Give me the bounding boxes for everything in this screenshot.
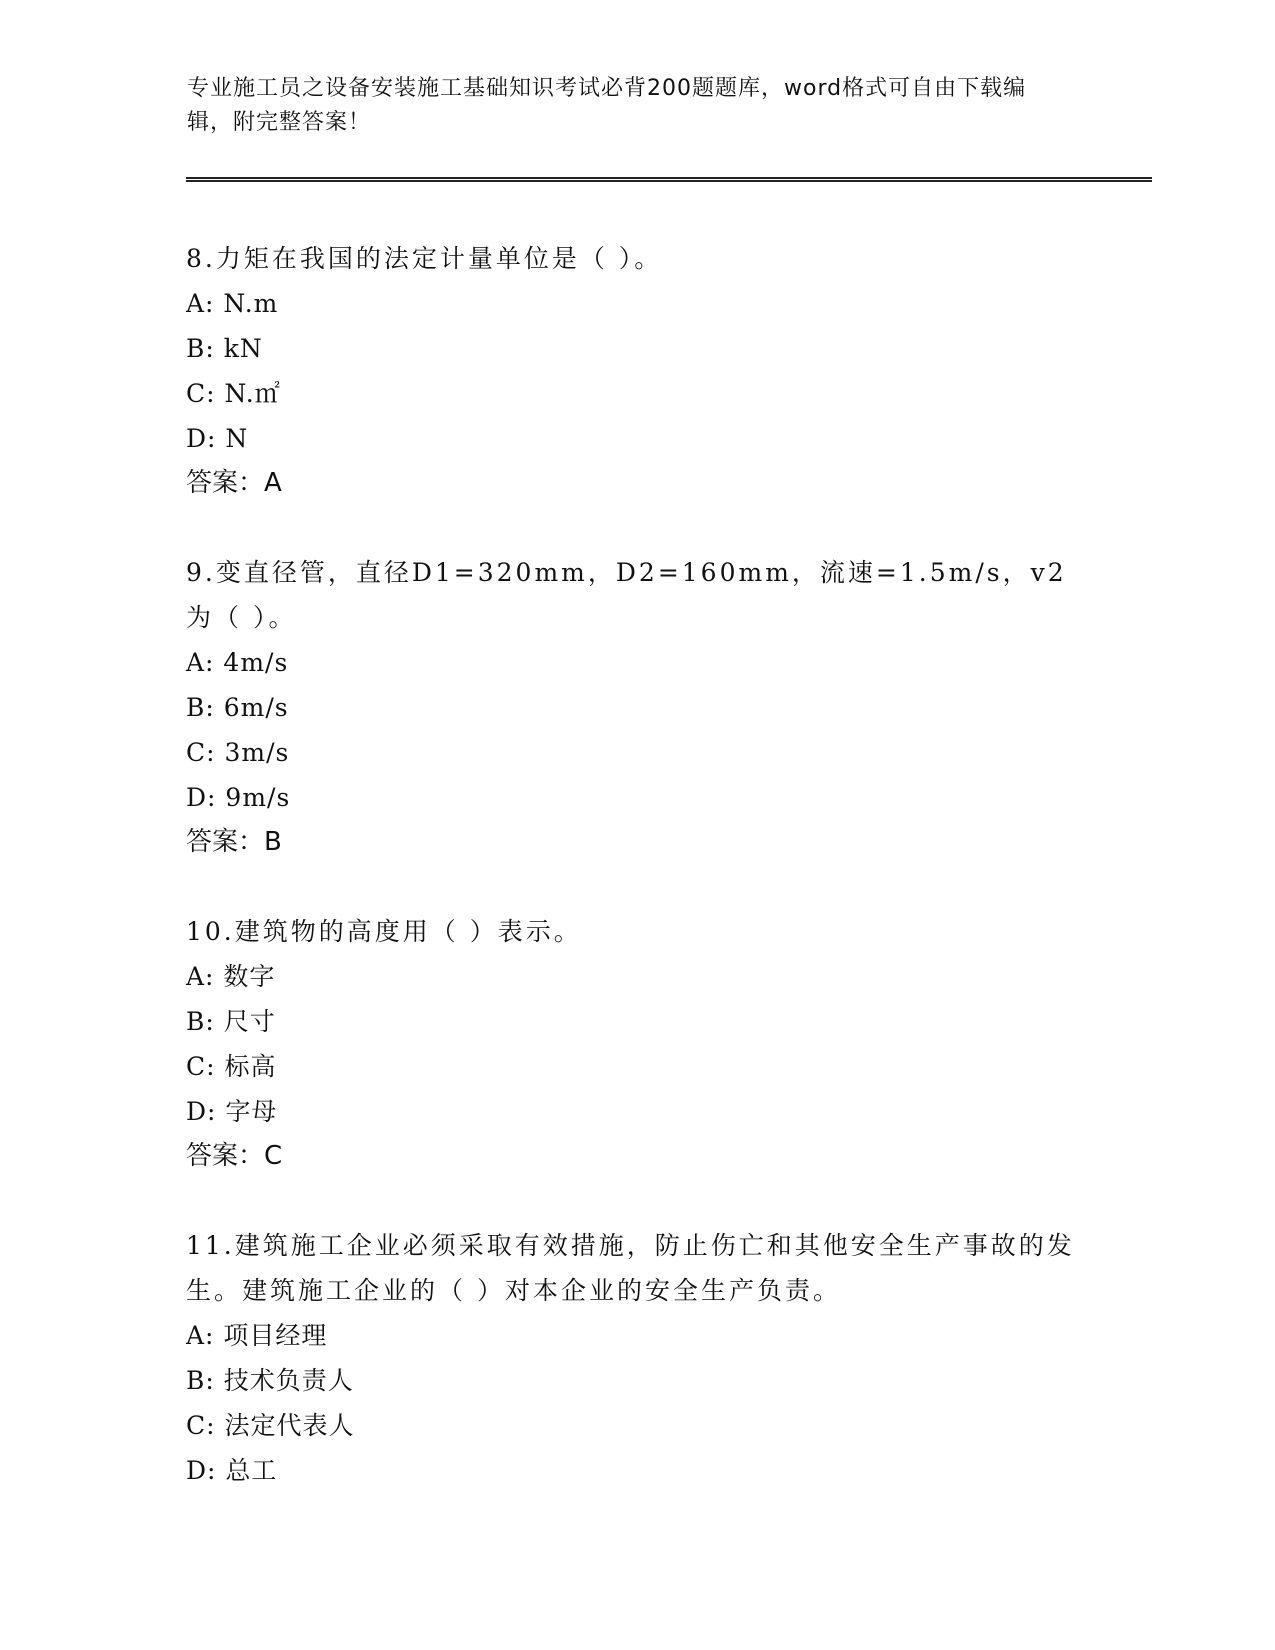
- document-header: [187, 72, 1067, 140]
- option-d: D: 9m/s: [186, 783, 291, 812]
- option-a: A: 4m/s: [186, 648, 289, 677]
- option-c: C: 标高: [186, 1052, 277, 1081]
- option-b: B: kN: [186, 334, 263, 363]
- question-11: [186, 1223, 1086, 1493]
- option-a: A: N.m: [186, 289, 279, 318]
- option-d: D: N: [186, 424, 249, 453]
- question-stem: 8.力矩在我国的法定计量单位是（ ）。: [186, 244, 663, 273]
- question-8: [186, 236, 1086, 506]
- option-d: D: 总工: [186, 1456, 278, 1485]
- header-title: 专业施工员之设备安装施工基础知识考试必背200题题库，word格式可自由下载编辑，附完整答案！: [187, 76, 1027, 135]
- option-b: B: 技术负责人: [186, 1366, 354, 1395]
- question-stem: 10.建筑物的高度用（ ）表示。: [186, 917, 582, 946]
- question-stem: 9.变直径管，直径D1=320mm，D2=160mm，流速=1.5m/s，v2为（ ）。: [186, 558, 1067, 632]
- option-d: D: 字母: [186, 1097, 278, 1126]
- question-list: [186, 236, 1086, 1537]
- question-stem: 11.建筑施工企业必须采取有效措施，防止伤亡和其他安全生产事故的发生。建筑施工企业的（ ）对本企业的安全生产负责。: [186, 1231, 1075, 1305]
- option-a: A: 项目经理: [186, 1321, 328, 1350]
- option-c: C: N.㎡: [186, 379, 281, 408]
- option-b: B: 尺寸: [186, 1007, 276, 1036]
- answer-line: 答案：B: [186, 827, 282, 857]
- header-divider: [186, 177, 1152, 182]
- question-10: [186, 909, 1086, 1179]
- answer-line: 答案：C: [186, 1141, 283, 1171]
- option-c: C: 法定代表人: [186, 1411, 355, 1440]
- option-c: C: 3m/s: [186, 738, 290, 767]
- answer-line: 答案：A: [186, 468, 282, 498]
- option-a: A: 数字: [186, 962, 276, 991]
- question-9: [186, 550, 1086, 865]
- option-b: B: 6m/s: [186, 693, 289, 722]
